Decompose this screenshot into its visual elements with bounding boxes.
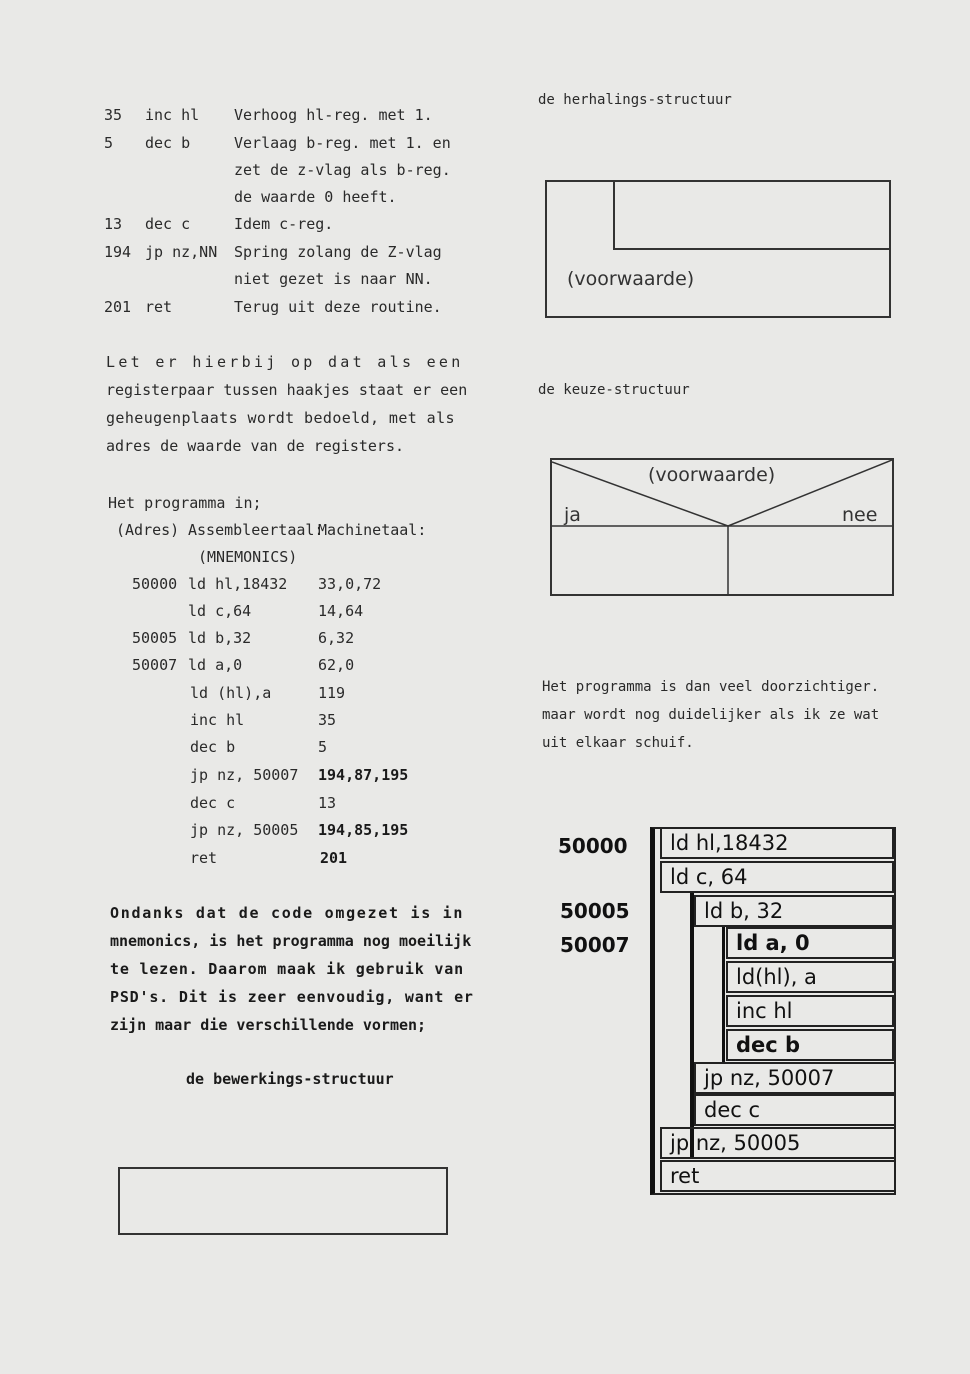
header-adres: (Adres) [116,521,180,539]
listing-asm: ld b,32 [188,629,252,647]
opcode-value: 201 [104,298,132,316]
bewerkings-structuur-title: de bewerkings-structuur [186,1070,394,1088]
header-assembleertaal: Assembleertaal: [188,521,324,539]
listing-machine: 33,0,72 [318,575,382,593]
text-line: te lezen. Daarom maak ik gebruik van [110,960,464,978]
instruction-description: niet gezet is naar NN. [234,270,433,288]
text-line: Het programma is dan veel doorzichtiger. [542,679,880,695]
listing-asm: inc hl [190,711,245,729]
header-mnemonics: (MNEMONICS) [198,548,298,566]
psd-statement: ld a, 0 [726,927,894,959]
text-line: maar wordt nog duidelijker als ik ze wat [542,707,880,723]
no-label: nee [842,504,878,526]
psd-address: 50005 [560,899,630,923]
listing-machine: 119 [318,684,346,702]
header-machinetaal: Machinetaal: [318,521,427,539]
mnemonic: jp nz,NN [145,243,218,261]
keuze-structure-box [550,458,894,596]
instruction-description: de waarde 0 heeft. [234,188,397,206]
instruction-description: Verlaag b-reg. met 1. en [234,134,451,152]
psd-loop-bar [722,927,725,1062]
condition-label: (voorwaarde) [648,464,776,486]
listing-machine: 194,85,195 [318,821,409,839]
psd-statement: ld b, 32 [694,895,894,927]
opcode-value: 5 [104,134,114,152]
psd-statement: dec b [726,1029,894,1061]
psd-statement: ret [660,1160,896,1192]
condition-label: (voorwaarde) [567,268,695,290]
listing-machine: 5 [318,738,328,756]
opcode-value: 194 [104,243,132,261]
text-line: Ondanks dat de code omgezet is in [110,904,465,922]
listing-asm: jp nz, 50007 [190,766,299,784]
mnemonic: inc hl [145,106,200,124]
listing-machine: 6,32 [318,629,355,647]
listing-machine: 201 [320,849,348,867]
instruction-description: zet de z-vlag als b-reg. [234,161,451,179]
opcode-value: 35 [104,106,123,124]
listing-asm: ret [190,849,218,867]
text-line: registerpaar tussen haakjes staat er een [106,381,468,399]
keuze-structuur-title: de keuze-structuur [538,382,690,398]
instruction-description: Spring zolang de Z-vlag [234,243,442,261]
text-line: uit elkaar schuif. [542,735,694,751]
listing-address: 50005 [132,629,178,647]
listing-address: 50000 [132,575,178,593]
psd-statement: dec c [694,1094,896,1126]
listing-machine: 62,0 [318,656,355,674]
psd-statement: ld hl,18432 [660,827,894,859]
listing-asm: ld (hl),a [190,684,272,702]
program-title: Het programma in; [108,494,262,512]
text-line: adres de waarde van de registers. [106,437,405,455]
instruction-description: Idem c-reg. [234,215,334,233]
mnemonic: dec b [145,134,191,152]
psd-address: 50007 [560,933,630,957]
text-line: zijn maar die verschillende vormen; [110,1016,427,1034]
listing-asm: ld c,64 [188,602,252,620]
listing-asm: ld a,0 [188,656,243,674]
text-line: Let er hierbij op dat als een [106,353,464,371]
psd-statement: jp nz, 50005 [660,1127,896,1159]
listing-machine: 194,87,195 [318,766,409,784]
bewerkings-structure-box [118,1167,448,1235]
text-line: PSD's. Dit is zeer eenvoudig, want er [110,988,474,1006]
psd-statement: ld(hl), a [726,961,894,993]
text-line: geheugenplaats wordt bedoeld, met als [106,409,455,427]
listing-machine: 13 [318,794,337,812]
listing-asm: dec b [190,738,236,756]
opcode-value: 13 [104,215,123,233]
listing-machine: 35 [318,711,337,729]
listing-asm: ld hl,18432 [188,575,288,593]
psd-statement: jp nz, 50007 [694,1062,896,1094]
listing-address: 50007 [132,656,178,674]
instruction-description: Terug uit deze routine. [234,298,442,316]
listing-machine: 14,64 [318,602,364,620]
herhalings-structure-box [545,180,891,318]
psd-statement: ld c, 64 [660,861,894,893]
text-line: mnemonics, is het programma nog moeilijk [110,932,472,950]
listing-asm: jp nz, 50005 [190,821,299,839]
yes-label: ja [564,504,581,526]
psd-statement: inc hl [726,995,894,1027]
psd-address: 50000 [558,834,628,858]
mnemonic: dec c [145,215,191,233]
listing-asm: dec c [190,794,236,812]
herhalings-structuur-title: de herhalings-structuur [538,92,732,108]
instruction-description: Verhoog hl-reg. met 1. [234,106,433,124]
mnemonic: ret [145,298,173,316]
